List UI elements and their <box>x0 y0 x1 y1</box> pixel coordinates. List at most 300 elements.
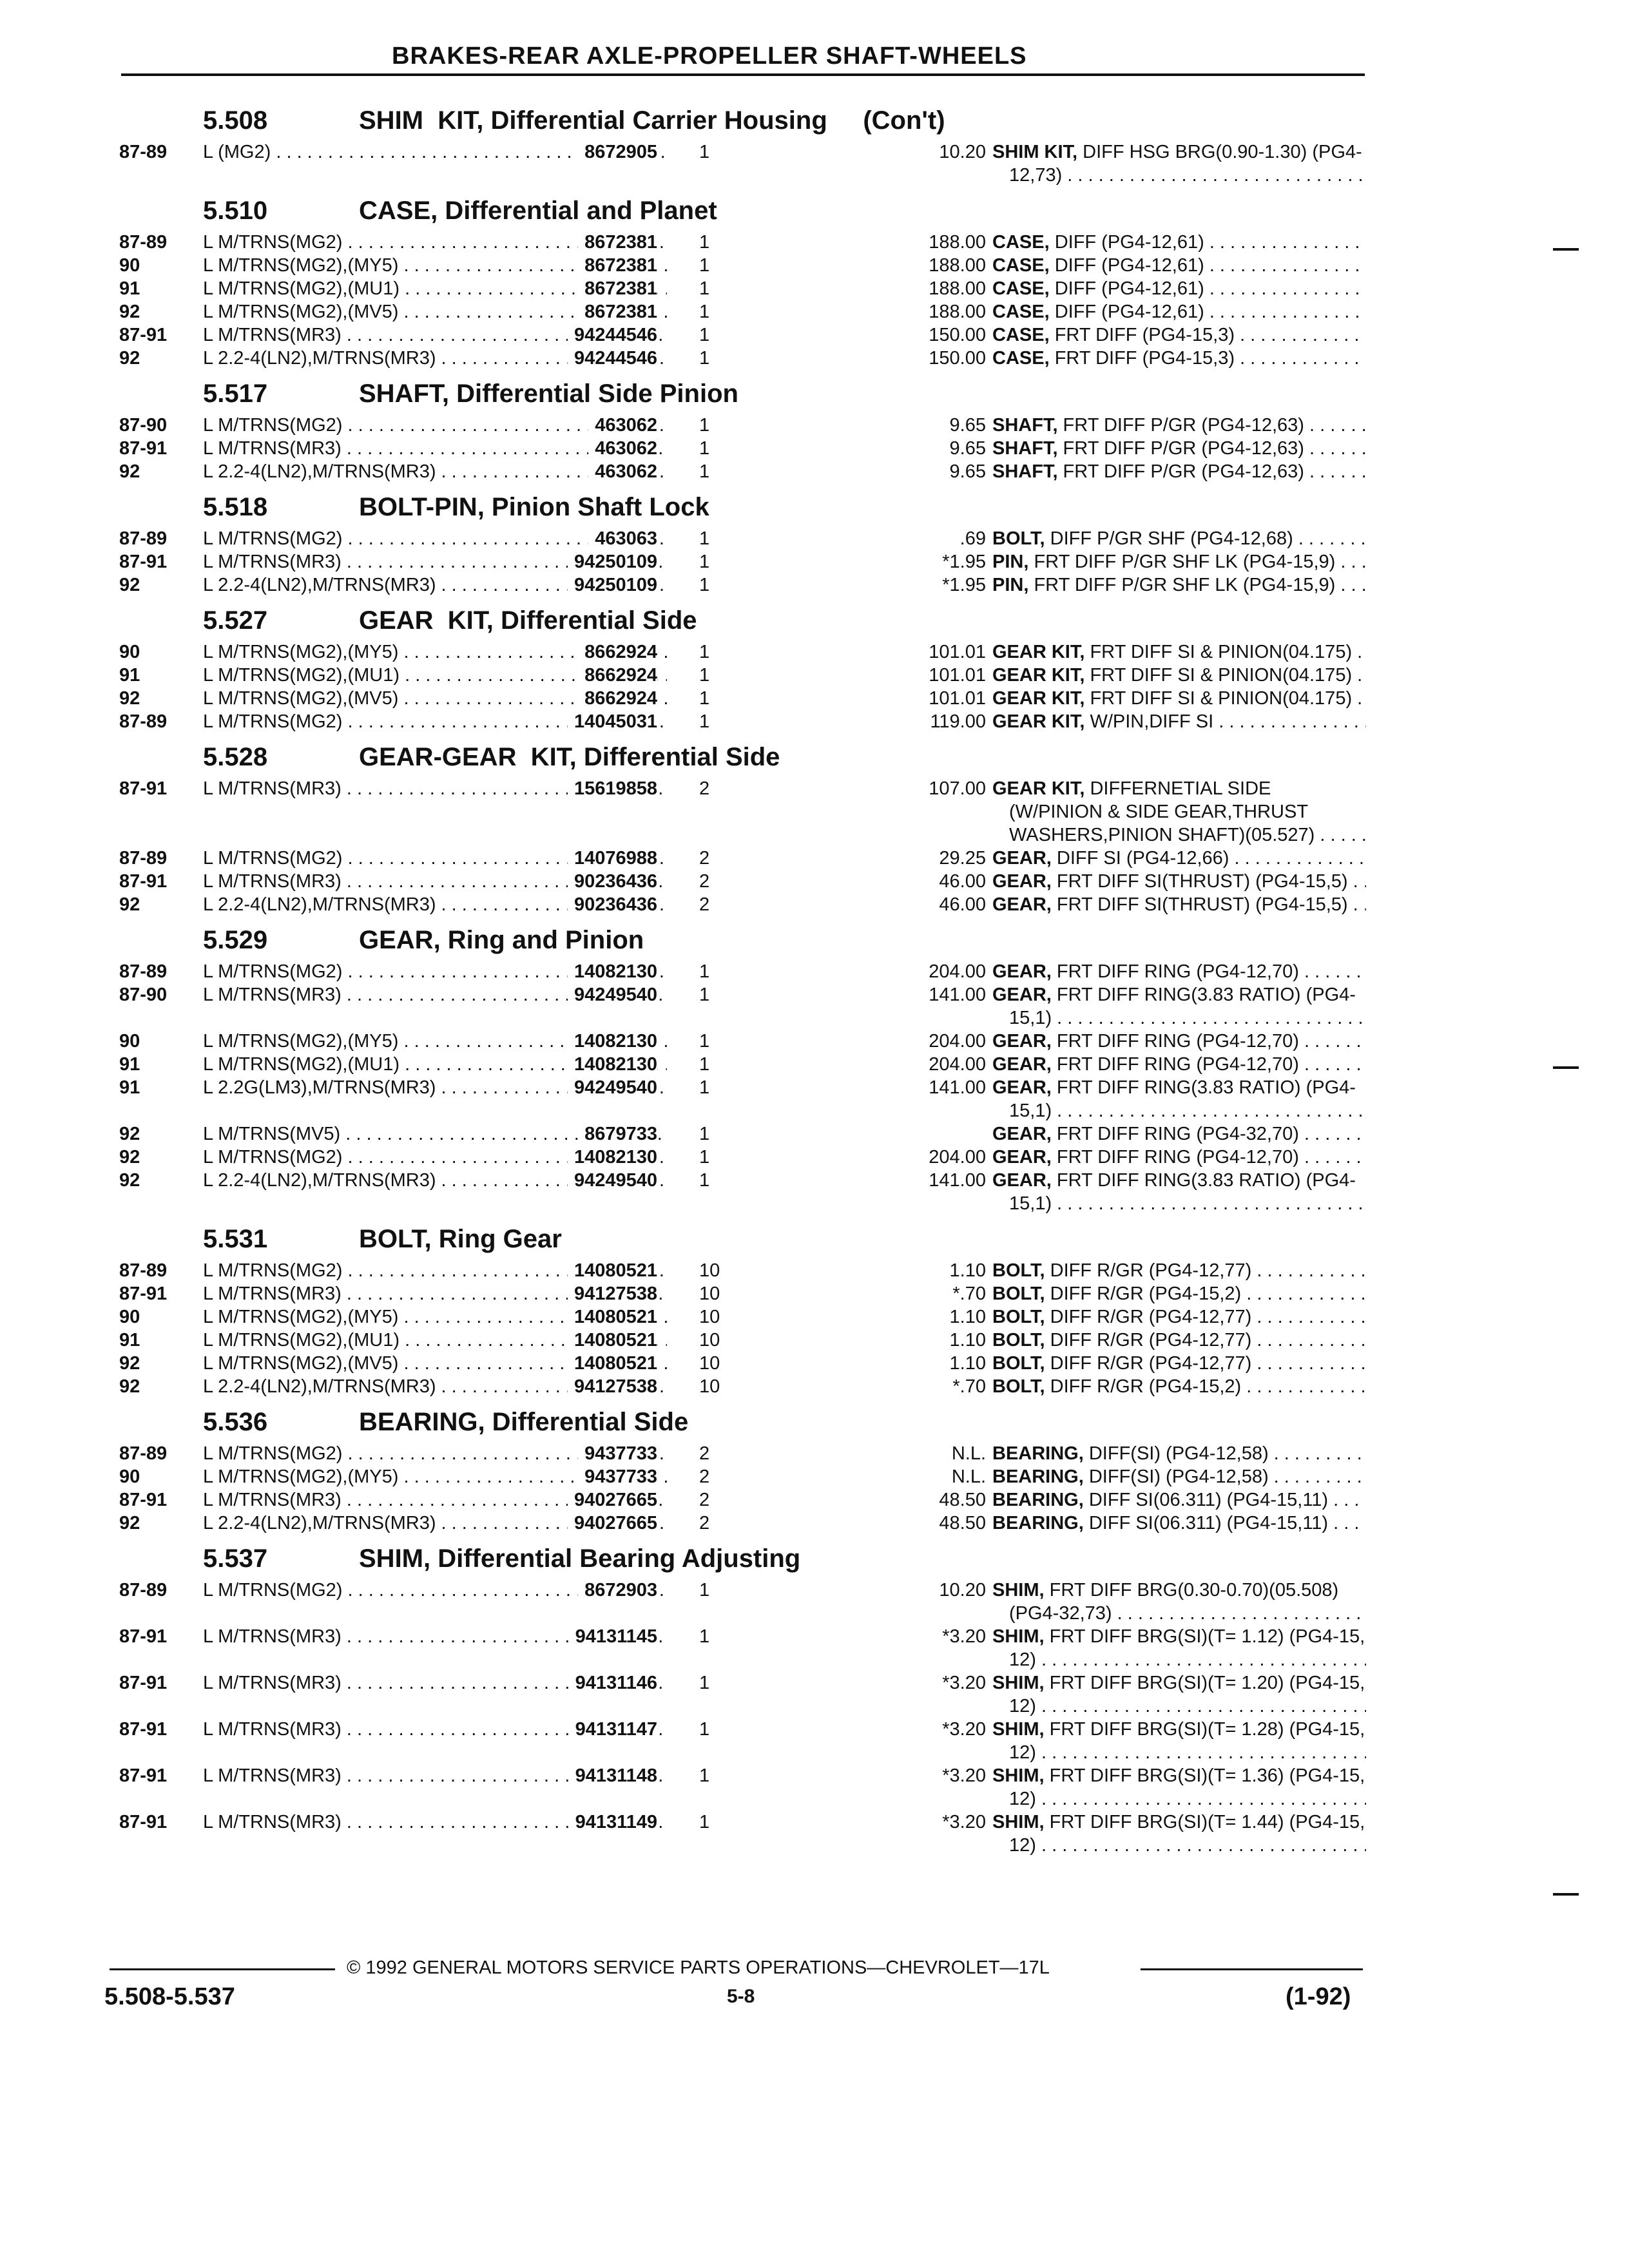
description-keyword: SHIM, <box>992 1580 1045 1600</box>
price: 1.10 <box>949 1260 986 1281</box>
price: 48.50 <box>939 1490 986 1510</box>
footer-rule <box>110 1968 335 1970</box>
description-line <box>992 1146 1366 1169</box>
description-text: FRT DIFF (PG4-15,3) <box>1049 325 1235 345</box>
part-number: 94250109 <box>568 550 657 573</box>
price: *.70 <box>952 1376 986 1397</box>
description <box>992 527 1366 550</box>
part-number: 15619858 <box>568 777 657 800</box>
description-keyword: PIN, <box>992 575 1029 595</box>
description-text: FRT DIFF SI(THRUST) (PG4-15,5) <box>1051 894 1348 915</box>
description-line <box>992 231 1366 254</box>
section-header <box>119 1403 1366 1442</box>
description-line <box>992 1465 1366 1488</box>
description-text: FRT DIFF P/GR (PG4-12,63) <box>1057 415 1304 436</box>
part-row <box>119 1375 1366 1398</box>
price: 29.25 <box>939 848 986 869</box>
description <box>992 847 1366 870</box>
part-number: 94027665 <box>568 1488 657 1512</box>
price: *1.95 <box>942 552 986 572</box>
part-number: 14082130 <box>568 1053 657 1076</box>
section-number: 5.508 <box>203 106 268 135</box>
description-text: FRT DIFF BRG(SI)(T= 1.36) (PG4-15, <box>1044 1765 1365 1786</box>
description-keyword: SHIM, <box>992 1765 1045 1786</box>
model-year: 92 <box>119 688 140 709</box>
price: 119.00 <box>930 711 986 732</box>
part-number: 8662924 <box>578 664 657 687</box>
part-row <box>119 983 1366 1030</box>
price: 204.00 <box>929 1054 986 1075</box>
usage: L M/TRNS(MR3) . . . <box>203 1488 667 1512</box>
description-text: 15,1) <box>1009 1100 1052 1121</box>
quantity: 2 <box>699 778 710 799</box>
description-text: DIFF HSG BRG(0.90-1.30) (PG4- <box>1077 142 1362 162</box>
description-line <box>992 1764 1366 1787</box>
description <box>992 1811 1366 1857</box>
usage: L M/TRNS(MG2),(MY5) . . . <box>203 640 667 664</box>
usage: L M/TRNS(MR3) . . . <box>203 1718 667 1741</box>
description-line <box>992 823 1366 847</box>
model-year: 87-91 <box>119 1626 168 1647</box>
description-line <box>992 1099 1366 1122</box>
part-row <box>119 1764 1366 1811</box>
section-header <box>119 921 1366 960</box>
price: 9.65 <box>949 415 986 436</box>
quantity: 1 <box>699 1124 710 1144</box>
description-line <box>992 1488 1366 1512</box>
price: 46.00 <box>939 894 986 915</box>
quantity: 2 <box>699 1443 710 1464</box>
part-row <box>119 1122 1366 1146</box>
description-line <box>992 1741 1366 1764</box>
usage: L M/TRNS(MG2),(MU1) . . . <box>203 1329 667 1352</box>
description-keyword: CASE, <box>992 302 1050 322</box>
quantity: 1 <box>699 642 710 662</box>
model-year: 91 <box>119 1054 140 1075</box>
description-keyword: BOLT, <box>992 1307 1045 1327</box>
description-keyword: GEAR, <box>992 1124 1052 1144</box>
description-line <box>992 1352 1366 1375</box>
section-title: BOLT-PIN, Pinion Shaft Lock <box>359 493 709 521</box>
quantity: 10 <box>699 1330 720 1350</box>
description-line <box>992 664 1366 687</box>
price: 101.01 <box>929 665 986 686</box>
description-keyword: CASE, <box>992 232 1050 253</box>
quantity: 1 <box>699 255 710 276</box>
section-title: CASE, Differential and Planet <box>359 197 717 225</box>
description-keyword: CASE, <box>992 325 1050 345</box>
part-row <box>119 1811 1366 1857</box>
part-row <box>119 1488 1366 1512</box>
part-number: 8672381 <box>578 277 657 300</box>
part-row <box>119 1442 1366 1465</box>
description <box>992 277 1366 300</box>
quantity: 1 <box>699 688 710 709</box>
section-header <box>119 738 1366 777</box>
description-text: 12,73) <box>1009 165 1063 186</box>
description-line <box>992 687 1366 710</box>
quantity: 1 <box>699 961 710 982</box>
usage: L M/TRNS(MR3) . . . <box>203 1811 667 1834</box>
price: 101.01 <box>929 642 986 662</box>
part-row <box>119 300 1366 323</box>
description <box>992 300 1366 323</box>
model-year: 87-89 <box>119 848 168 869</box>
description-keyword: SHIM, <box>992 1812 1045 1832</box>
description-line <box>992 1329 1366 1352</box>
part-number: 94131149 <box>569 1811 657 1834</box>
description <box>992 893 1366 916</box>
description-text: FRT DIFF RING(3.83 RATIO) (PG4- <box>1051 1077 1356 1098</box>
model-year: 92 <box>119 1147 140 1168</box>
usage: L M/TRNS(MR3) . . . <box>203 870 667 893</box>
description-text: FRT DIFF RING (PG4-12,70) <box>1051 1147 1299 1168</box>
description <box>992 1259 1366 1282</box>
description-keyword: BOLT, <box>992 528 1045 549</box>
model-year: 91 <box>119 1330 140 1350</box>
usage: L M/TRNS(MG2),(MY5) . . . <box>203 1030 667 1053</box>
description-text: FRT DIFF P/GR (PG4-12,63) <box>1057 438 1304 459</box>
price: .69 <box>959 528 986 549</box>
description-text: FRT DIFF BRG(0.30-0.70)(05.508) <box>1044 1580 1339 1600</box>
usage: L M/TRNS(MR3) . . . <box>203 1625 667 1648</box>
parts-listing <box>119 97 1366 1857</box>
part-number: 8662924 <box>578 640 657 664</box>
model-year: 92 <box>119 1124 140 1144</box>
description-line <box>992 323 1366 347</box>
description-keyword: GEAR, <box>992 1054 1052 1075</box>
description-line <box>992 1625 1366 1648</box>
description-line <box>992 1695 1366 1718</box>
description <box>992 1375 1366 1398</box>
model-year: 87-91 <box>119 1812 168 1832</box>
usage: L M/TRNS(MG2),(MV5) . . . <box>203 300 667 323</box>
part-row <box>119 323 1366 347</box>
part-row <box>119 1259 1366 1282</box>
description-line <box>992 983 1366 1006</box>
part-number: 8662924 <box>578 687 657 710</box>
price: *3.20 <box>942 1719 986 1740</box>
description-line <box>992 164 1366 187</box>
description <box>992 1442 1366 1465</box>
description-keyword: GEAR, <box>992 1147 1052 1168</box>
quantity: 1 <box>699 1765 710 1786</box>
price: 46.00 <box>939 871 986 892</box>
description <box>992 1465 1366 1488</box>
part-row <box>119 870 1366 893</box>
quantity: 1 <box>699 348 710 369</box>
description <box>992 1030 1366 1053</box>
description-keyword: GEAR KIT, <box>992 642 1085 662</box>
description <box>992 254 1366 277</box>
quantity: 2 <box>699 894 710 915</box>
price: 188.00 <box>929 302 986 322</box>
quantity: 1 <box>699 552 710 572</box>
description-line <box>992 1512 1366 1535</box>
usage: L M/TRNS(MG2) . . . <box>203 1579 667 1602</box>
price: 1.10 <box>949 1307 986 1327</box>
usage: L M/TRNS(MR3) . . . <box>203 983 667 1006</box>
part-number: 14082130 <box>568 960 657 983</box>
usage: L 2.2-4(LN2),M/TRNS(MR3) . . . <box>203 347 667 370</box>
description-text: DIFF (PG4-12,61) <box>1049 232 1204 253</box>
model-year: 90 <box>119 1466 140 1487</box>
part-number: 94249540 <box>568 983 657 1006</box>
description-text: 12) <box>1009 1835 1036 1856</box>
part-row <box>119 550 1366 573</box>
section-header <box>119 192 1366 231</box>
part-number: 8672903 <box>578 1579 657 1602</box>
description-line <box>992 1787 1366 1811</box>
model-year: 87-90 <box>119 985 168 1005</box>
description-keyword: SHIM, <box>992 1626 1045 1647</box>
quantity: 1 <box>699 1580 710 1600</box>
description-text: FRT DIFF P/GR SHF LK (PG4-15,9) <box>1028 552 1336 572</box>
quantity: 2 <box>699 1490 710 1510</box>
part-number: 14082130 <box>568 1146 657 1169</box>
description <box>992 983 1366 1030</box>
model-year: 87-89 <box>119 961 168 982</box>
model-year: 87-91 <box>119 1283 168 1304</box>
usage: L M/TRNS(MG2) . . . <box>203 231 667 254</box>
usage: L M/TRNS(MR3) . . . <box>203 323 667 347</box>
description-text: DIFF SI(06.311) (PG4-15,11) <box>1083 1513 1329 1533</box>
description-line <box>992 1122 1366 1146</box>
part-row <box>119 140 1366 187</box>
description-text: DIFF R/GR (PG4-15,2) <box>1045 1376 1242 1397</box>
description-text: FRT DIFF BRG(SI)(T= 1.12) (PG4-15, <box>1044 1626 1365 1647</box>
quantity: 1 <box>699 461 710 482</box>
quantity: 2 <box>699 848 710 869</box>
footer-revision-date: (1-92) <box>1286 1983 1351 2010</box>
description-line <box>992 414 1366 437</box>
description-text: FRT DIFF (PG4-15,3) <box>1049 348 1235 369</box>
description-text: DIFF (PG4-12,61) <box>1049 278 1204 299</box>
description-line <box>992 1192 1366 1215</box>
description-line <box>992 640 1366 664</box>
usage: L 2.2-4(LN2),M/TRNS(MR3) . . . <box>203 893 667 916</box>
usage: L M/TRNS(MG2) . . . <box>203 1259 667 1282</box>
part-number: 14080521 <box>568 1305 657 1329</box>
part-row <box>119 437 1366 460</box>
description-text: (PG4-32,73) <box>1009 1603 1112 1624</box>
part-number: 94127538 <box>568 1375 657 1398</box>
description-text: 12) <box>1009 1789 1036 1809</box>
model-year: 87-89 <box>119 1260 168 1281</box>
part-row <box>119 347 1366 370</box>
usage: L 2.2-4(LN2),M/TRNS(MR3) . . . <box>203 573 667 597</box>
part-number: 14080521 <box>568 1259 657 1282</box>
description <box>992 437 1366 460</box>
description-keyword: SHIM KIT, <box>992 142 1078 162</box>
quantity: 10 <box>699 1353 720 1374</box>
description-keyword: GEAR KIT, <box>992 711 1085 732</box>
quantity: 1 <box>699 1673 710 1693</box>
description <box>992 870 1366 893</box>
price: 204.00 <box>929 1031 986 1052</box>
price: *3.20 <box>942 1626 986 1647</box>
price: 141.00 <box>929 985 986 1005</box>
description-line <box>992 347 1366 370</box>
model-year: 87-91 <box>119 1719 168 1740</box>
part-number: 94244546 <box>568 323 657 347</box>
price: 48.50 <box>939 1513 986 1533</box>
part-row <box>119 1329 1366 1352</box>
model-year: 87-89 <box>119 142 168 162</box>
part-number: 94244546 <box>568 347 657 370</box>
description-text: DIFF R/GR (PG4-12,77) <box>1045 1330 1252 1350</box>
quantity: 2 <box>699 871 710 892</box>
description-line <box>992 1076 1366 1099</box>
model-year: 91 <box>119 1077 140 1098</box>
description <box>992 1146 1366 1169</box>
part-row <box>119 710 1366 733</box>
price: 10.20 <box>939 1580 986 1600</box>
price: 107.00 <box>929 778 986 799</box>
part-number: 8679733 <box>578 1122 657 1146</box>
model-year: 87-89 <box>119 1443 168 1464</box>
part-number: 463062 <box>588 414 657 437</box>
description <box>992 1053 1366 1076</box>
model-year: 90 <box>119 1031 140 1052</box>
part-number: 463062 <box>588 437 657 460</box>
price: 141.00 <box>929 1077 986 1098</box>
section-number: 5.510 <box>203 197 268 225</box>
section-title: BOLT, Ring Gear <box>359 1225 562 1253</box>
part-number: 14076988 <box>568 847 657 870</box>
description-line <box>992 1671 1366 1695</box>
quantity: 2 <box>699 1466 710 1487</box>
model-year: 87-91 <box>119 1490 168 1510</box>
model-year: 87-91 <box>119 1673 168 1693</box>
part-number: 94131146 <box>569 1671 657 1695</box>
section-header <box>119 602 1366 640</box>
section-number: 5.529 <box>203 926 268 954</box>
description-text: FRT DIFF RING (PG4-12,70) <box>1051 1031 1299 1052</box>
description-text: FRT DIFF RING(3.83 RATIO) (PG4- <box>1051 985 1356 1005</box>
quantity: 10 <box>699 1376 720 1397</box>
model-year: 87-91 <box>119 438 168 459</box>
description <box>992 1076 1366 1122</box>
description-text: DIFF R/GR (PG4-12,77) <box>1045 1307 1252 1327</box>
part-number: 94131147 <box>569 1718 657 1741</box>
part-row <box>119 1076 1366 1122</box>
description-keyword: SHIM, <box>992 1719 1045 1740</box>
quantity: 1 <box>699 1031 710 1052</box>
usage: L M/TRNS(MG2) . . . <box>203 960 667 983</box>
model-year: 87-91 <box>119 778 168 799</box>
usage: L M/TRNS(MG2) . . . <box>203 414 667 437</box>
description <box>992 687 1366 710</box>
part-number: 94249540 <box>568 1076 657 1099</box>
usage: L 2.2-4(LN2),M/TRNS(MR3) . . . <box>203 1512 667 1535</box>
description <box>992 1512 1366 1535</box>
part-number: 14082130 <box>568 1030 657 1053</box>
description-keyword: PIN, <box>992 552 1029 572</box>
part-number: 94250109 <box>568 573 657 597</box>
part-row <box>119 1282 1366 1305</box>
model-year: 87-90 <box>119 415 168 436</box>
price: 188.00 <box>929 255 986 276</box>
usage: L M/TRNS(MR3) . . . <box>203 437 667 460</box>
description-line <box>992 254 1366 277</box>
description <box>992 1305 1366 1329</box>
part-row <box>119 414 1366 437</box>
section-number: 5.537 <box>203 1544 268 1573</box>
model-year: 87-91 <box>119 325 168 345</box>
description-line <box>992 1053 1366 1076</box>
part-row <box>119 527 1366 550</box>
description-line <box>992 573 1366 597</box>
usage: L M/TRNS(MG2),(MU1) . . . <box>203 1053 667 1076</box>
quantity: 10 <box>699 1260 720 1281</box>
part-number: 94249540 <box>568 1169 657 1192</box>
section-title: SHIM, Differential Bearing Adjusting <box>359 1544 801 1573</box>
model-year: 87-91 <box>119 1765 168 1786</box>
quantity: 1 <box>699 1719 710 1740</box>
section-title: GEAR, Ring and Pinion <box>359 926 644 954</box>
part-number: 463063 <box>588 527 657 550</box>
part-number: 90236436 <box>568 870 657 893</box>
price: 188.00 <box>929 232 986 253</box>
section-title: GEAR-GEAR KIT, Differential Side <box>359 743 780 771</box>
price: 1.10 <box>949 1330 986 1350</box>
description-line <box>992 800 1366 823</box>
quantity: 2 <box>699 1513 710 1533</box>
usage: L M/TRNS(MG2),(MV5) . . . <box>203 1352 667 1375</box>
quantity: 1 <box>699 665 710 686</box>
price: *1.95 <box>942 575 986 595</box>
description-line <box>992 277 1366 300</box>
description-text: FRT DIFF SI & PINION(04.175) <box>1084 688 1353 709</box>
description-text: FRT DIFF RING(3.83 RATIO) (PG4- <box>1051 1170 1356 1191</box>
part-row <box>119 277 1366 300</box>
price: 188.00 <box>929 278 986 299</box>
quantity: 1 <box>699 325 710 345</box>
price: 10.20 <box>939 142 986 162</box>
description-keyword: BEARING, <box>992 1513 1084 1533</box>
description-keyword: BOLT, <box>992 1283 1045 1304</box>
description-keyword: BOLT, <box>992 1376 1045 1397</box>
part-row <box>119 664 1366 687</box>
part-number: 14080521 <box>568 1329 657 1352</box>
price: 204.00 <box>929 1147 986 1168</box>
description <box>992 960 1366 983</box>
description <box>992 414 1366 437</box>
model-year: 92 <box>119 575 140 595</box>
description-keyword: BOLT, <box>992 1353 1045 1374</box>
description-keyword: CASE, <box>992 255 1050 276</box>
part-number: 8672381 <box>578 254 657 277</box>
description-keyword: GEAR, <box>992 894 1052 915</box>
part-row <box>119 1146 1366 1169</box>
description <box>992 640 1366 664</box>
model-year: 91 <box>119 278 140 299</box>
model-year: 87-89 <box>119 711 168 732</box>
section-number: 5.531 <box>203 1225 268 1253</box>
price: 9.65 <box>949 461 986 482</box>
description-text: DIFFERNETIAL SIDE <box>1084 778 1271 799</box>
section-number: 5.518 <box>203 493 268 521</box>
part-row <box>119 1465 1366 1488</box>
quantity: 1 <box>699 438 710 459</box>
part-number: 8672905 <box>578 140 657 164</box>
part-row <box>119 254 1366 277</box>
description <box>992 1488 1366 1512</box>
usage: L M/TRNS(MG2) . . . <box>203 1442 667 1465</box>
model-year: 87-91 <box>119 552 168 572</box>
model-year: 92 <box>119 302 140 322</box>
